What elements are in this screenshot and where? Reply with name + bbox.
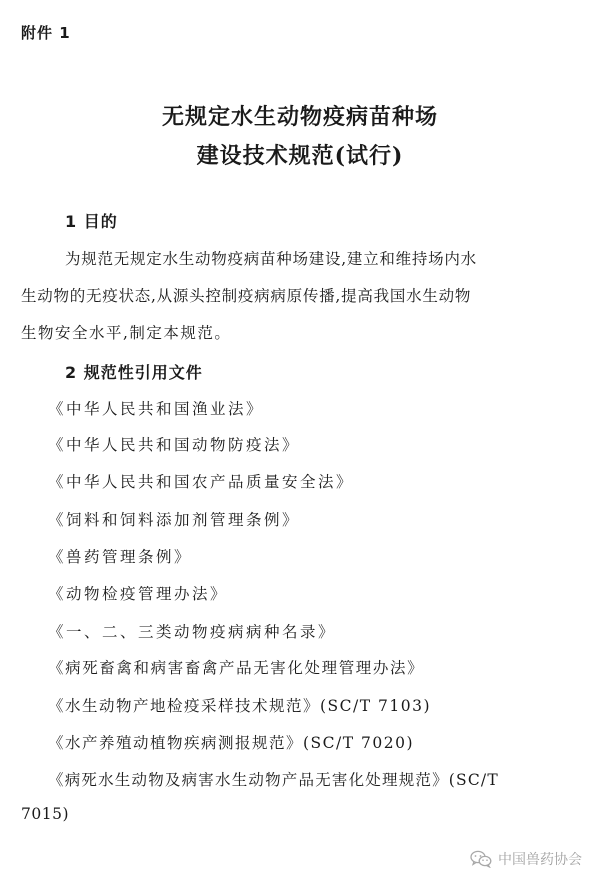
watermark-text: 中国兽药协会 xyxy=(498,852,582,868)
reference-item: 《兽药管理条例》 xyxy=(48,548,193,566)
reference-item: 《饲料和饲料添加剂管理条例》 xyxy=(48,511,301,529)
section-heading-purpose: 1 目的 xyxy=(65,212,118,231)
reference-item: 《病死畜禽和病害畜禽产品无害化处理管理办法》 xyxy=(48,659,425,677)
reference-item: 《水生动物产地检疫采样技术规范》(SC/T 7103) xyxy=(48,697,432,715)
reference-item: 《水产养殖动植物疾病测报规范》(SC/T 7020) xyxy=(48,734,415,752)
document-title-line-1: 无规定水生动物疫病苗种场 xyxy=(161,104,438,130)
reference-item: 《中华人民共和国动物防疫法》 xyxy=(48,436,301,454)
purpose-paragraph-line: 生物安全水平,制定本规范。 xyxy=(21,324,232,342)
reference-item: 《中华人民共和国农产品质量安全法》 xyxy=(48,473,355,491)
reference-item: 《一、二、三类动物疫病病种名录》 xyxy=(48,623,337,641)
purpose-paragraph-line: 生动物的无疫状态,从源头控制疫病病原传播,提高我国水生动物 xyxy=(21,287,472,305)
section-heading-references: 2 规范性引用文件 xyxy=(65,363,203,382)
reference-item: 《中华人民共和国渔业法》 xyxy=(48,400,265,418)
attachment-label: 附件 1 xyxy=(21,24,71,42)
reference-item: 《动物检疫管理办法》 xyxy=(48,585,229,603)
reference-item-continuation: 7015) xyxy=(21,805,69,823)
reference-item: 《病死水生动物及病害水生动物产品无害化处理规范》(SC/T xyxy=(48,771,499,789)
wechat-icon xyxy=(470,850,492,868)
purpose-paragraph-line: 为规范无规定水生动物疫病苗种场建设,建立和维持场内水 xyxy=(65,250,477,268)
document-title-line-2: 建设技术规范(试行) xyxy=(196,143,404,169)
watermark xyxy=(470,849,582,869)
